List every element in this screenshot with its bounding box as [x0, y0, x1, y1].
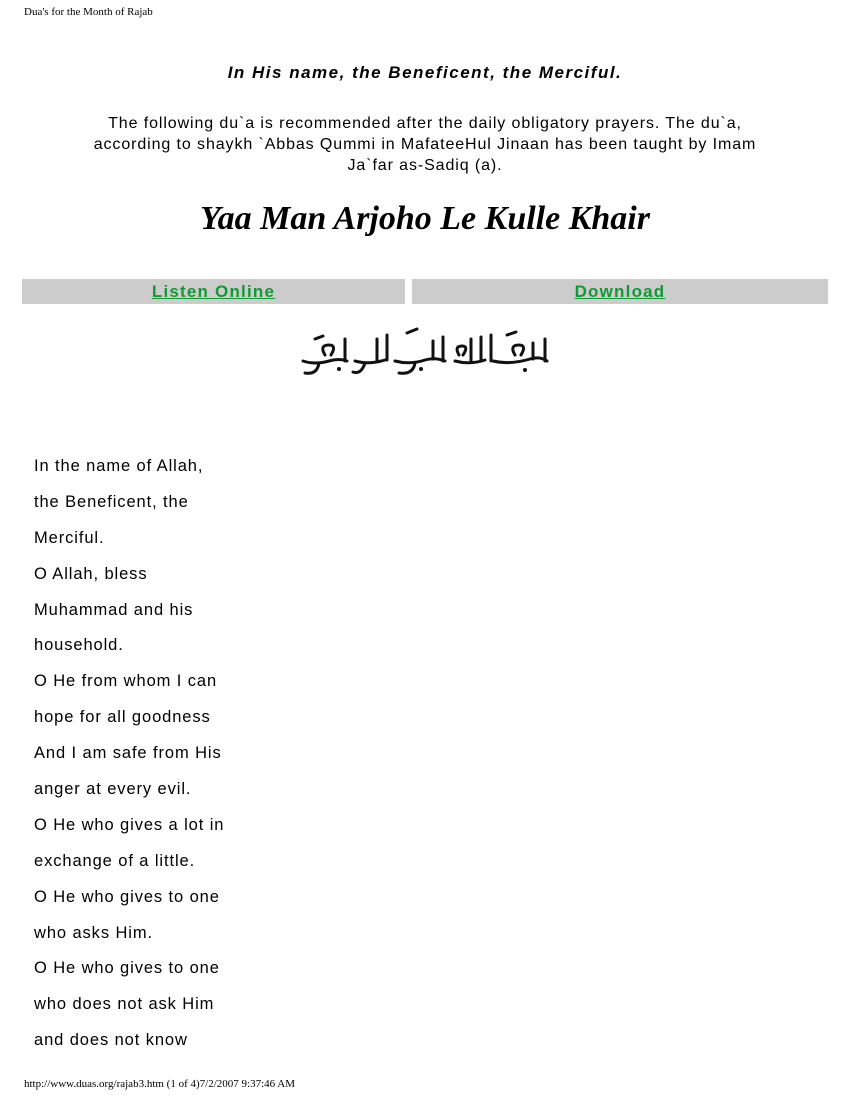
bismillah-calligraphy-icon	[295, 325, 555, 380]
translation-line: Merciful.	[34, 528, 105, 547]
translation-line: anger at every evil.	[34, 780, 192, 799]
translation-line: hope for all goodness	[34, 708, 211, 727]
translation-line: O He from whom I can	[34, 672, 218, 691]
translation-line: O He who gives to one	[34, 887, 220, 906]
translation-line: O He who gives to one	[34, 959, 220, 978]
translation-line: who asks Him.	[34, 923, 153, 942]
translation-line: exchange of a little.	[34, 851, 196, 870]
translation-line: household.	[34, 636, 124, 655]
translation-line: O Allah, bless	[34, 564, 148, 583]
translation-line: the Beneficent, the	[34, 492, 189, 511]
translation-line: And I am safe from His	[34, 744, 222, 763]
page-footer-url: http://www.duas.org/rajab3.htm (1 of 4)7/2/2007 9:37:46 AM	[24, 1078, 296, 1090]
translation-line: O He who gives a lot in	[34, 815, 225, 834]
translation-line: who does not ask Him	[34, 995, 215, 1014]
translation-line: and does not know	[34, 1031, 188, 1050]
dua-title: Yaa Man Arjoho Le Kulle Khair	[200, 200, 650, 237]
page-header-title: Dua's for the Month of Rajab	[24, 6, 153, 18]
intro-text: The following du`a is recommended after the daily obligatory prayers. The du`a, according to shaykh `Abbas Qummi in MafateeHul Jinaan has been taught by Imam Ja`far as-Sadiq (a).	[93, 115, 757, 174]
translation-line: Muhammad and his	[34, 600, 194, 619]
translation-line: In the name of Allah,	[34, 457, 204, 475]
listen-online-button[interactable]: Listen Online	[22, 279, 405, 304]
bismillah-calligraphy-image	[295, 325, 555, 380]
bismillah-english: In His name, the Beneficent, the Merciful.	[227, 63, 623, 82]
translation-text	[34, 452, 274, 1062]
download-button[interactable]: Download	[412, 279, 828, 304]
